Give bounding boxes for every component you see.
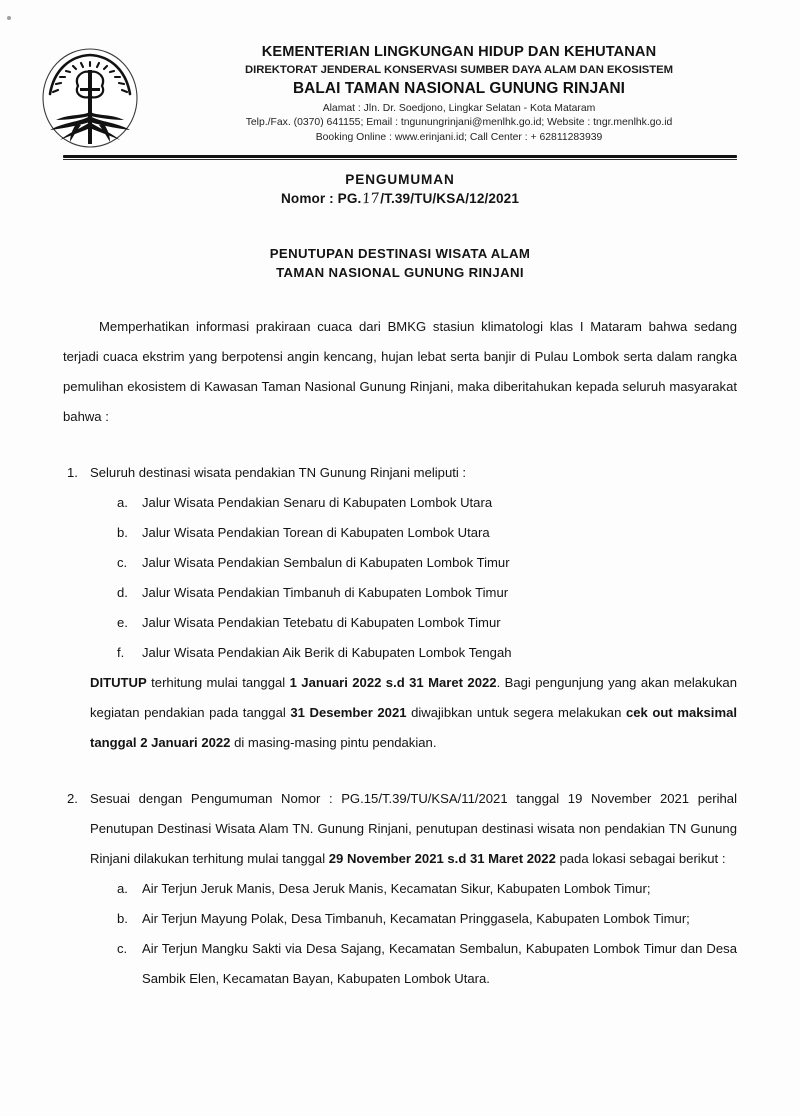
sublist-marker: c. — [117, 941, 128, 956]
closure-bold-ditutup: DITUTUP — [90, 675, 147, 690]
sublist-marker: a. — [117, 881, 128, 896]
list-item-1 — [63, 458, 737, 758]
list-item-2-sublist — [116, 874, 737, 994]
sublist-text: Air Terjun Jeruk Manis, Desa Jeruk Manis, Kecamatan Sikur, Kabupaten Lombok Timur; — [142, 881, 651, 896]
sublist-item — [116, 518, 737, 548]
telephone-email-website-line: Telp./Fax. (0370) 641155; Email : tngunungrinjani@menlhk.go.id; Website : tngr.menlhk.go.id — [245, 117, 673, 129]
sublist-text: Jalur Wisata Pendakian Tetebatu di Kabupaten Lombok Timur — [142, 615, 501, 630]
booking-callcenter-line: Booking Online : www.erinjani.id; Call Center : + 62811283939 — [315, 132, 603, 144]
list-item-2-body — [90, 784, 737, 874]
sublist-item — [116, 638, 737, 668]
list-item-1-heading: Seluruh destinasi wisata pendakian TN Gunung Rinjani meliputi : — [90, 465, 467, 480]
sublist-marker: e. — [117, 615, 128, 630]
list-gap — [63, 758, 737, 784]
sublist-marker: c. — [117, 555, 128, 570]
scan-artifact-speck — [7, 16, 11, 20]
sublist-text: Jalur Wisata Pendakian Timbanuh di Kabupaten Lombok Timur — [142, 585, 509, 600]
organization-block — [180, 44, 800, 146]
sublist-text: Jalur Wisata Pendakian Torean di Kabupaten Lombok Utara — [142, 525, 490, 540]
document-number-handwritten: 17 — [361, 190, 380, 208]
header-divider — [63, 155, 737, 161]
closure-text-1: terhitung mulai tanggal — [146, 675, 290, 690]
closure-bold-date-2: 31 Desember 2021 — [290, 705, 407, 720]
item2-text-2: pada lokasi sebagai berikut : — [555, 851, 726, 866]
klhk-banyan-tree-emblem-icon — [36, 46, 144, 150]
intro-paragraph: Memperhatikan informasi prakiraan cuaca dari BMKG stasiun klimatologi klas I Mataram bahwa sedang terjadi cuaca ekstrim yang berpotensi angin kencang, hujan lebat serta banjir di Pulau Lombok serta dalam rangka pemulihan ekosistem di Kawasan Taman Nasional Gunung Rinjani, maka diberitahukan kepada seluruh masyarakat bahwa : — [63, 319, 737, 424]
document-number-prefix: Nomor : PG. — [281, 191, 362, 206]
title-block — [0, 172, 800, 207]
sublist-marker: b. — [117, 525, 128, 540]
directorate-name: DIREKTORAT JENDERAL KONSERVASI SUMBER DAYA ALAM DAN EKOSISTEM — [245, 63, 673, 76]
address-line: Alamat : Jln. Dr. Soedjono, Lingkar Selatan - Kota Mataram — [322, 102, 596, 114]
document-number — [0, 191, 800, 207]
numbered-list — [63, 458, 737, 994]
sublist-marker: a. — [117, 495, 128, 510]
divider-thick-line — [63, 155, 737, 158]
closure-text-4: di masing-masing pintu pendakian. — [230, 735, 437, 750]
closure-bold-checkout: cek out maksimal tanggal 2 Januari 2022 — [90, 705, 738, 750]
sublist-text: Jalur Wisata Pendakian Sembalun di Kabupaten Lombok Timur — [142, 555, 510, 570]
sublist-item — [116, 608, 737, 638]
sublist-item — [116, 904, 737, 934]
sublist-item — [116, 934, 737, 994]
closure-text-2: . Bagi pengunjung yang akan melakukan kegiatan pendakian pada tanggal — [90, 675, 737, 720]
sublist-item — [116, 488, 737, 518]
ministry-name: KEMENTERIAN LINGKUNGAN HIDUP DAN KEHUTANAN — [261, 44, 657, 60]
closure-bold-period-1: 1 Januari 2022 s.d 31 Maret 2022 — [289, 675, 497, 690]
sublist-item — [116, 874, 737, 904]
item2-text-1: Sesuai dengan Pengumuman Nomor : PG.15/T.39/TU/KSA/11/2021 tanggal 19 November 2021 perihal Penutupan Destinasi Wisata Alam TN. Gunung Rinjani, penutupan destinasi wisata non pendakian TN Gunung Rinjani dilakukan terhitung mulai tanggal — [90, 791, 737, 866]
subject-line-2: TAMAN NASIONAL GUNUNG RINJANI — [276, 265, 524, 281]
sublist-text: Jalur Wisata Pendakian Senaru di Kabupaten Lombok Utara — [142, 495, 493, 510]
sublist-text: Air Terjun Mayung Polak, Desa Timbanuh, Kecamatan Pringgasela, Kabupaten Lombok Timur; — [142, 911, 690, 926]
list-item-2-marker: 2. — [67, 791, 78, 806]
list-item-1-sublist — [116, 488, 737, 668]
contact-details — [180, 102, 738, 146]
list-item-1-marker: 1. — [67, 465, 78, 480]
sublist-item — [116, 578, 737, 608]
letterhead — [0, 44, 800, 150]
logo-container — [0, 44, 180, 150]
divider-thin-line — [63, 159, 737, 160]
closure-text-3: diwajibkan untuk segera melakukan — [406, 705, 626, 720]
document-body — [63, 312, 737, 994]
item2-bold-period: 29 November 2021 s.d 31 Maret 2022 — [328, 851, 556, 866]
sublist-marker: b. — [117, 911, 128, 926]
sublist-item — [116, 548, 737, 578]
office-name: BALAI TAMAN NASIONAL GUNUNG RINJANI — [292, 80, 626, 98]
document-number-suffix: /T.39/TU/KSA/12/2021 — [380, 191, 519, 206]
sublist-marker: d. — [117, 585, 128, 600]
sublist-marker: f. — [117, 645, 125, 660]
list-item-1-closure — [90, 668, 737, 758]
sublist-text: Jalur Wisata Pendakian Aik Berik di Kabupaten Lombok Tengah — [142, 645, 512, 660]
subject-line-1: PENUTUPAN DESTINASI WISATA ALAM — [269, 246, 531, 261]
document-title: PENGUMUMAN — [345, 172, 455, 187]
sublist-text: Air Terjun Mangku Sakti via Desa Sajang, Kecamatan Sembalun, Kabupaten Lombok Timur dan Desa Sambik Elen, Kecamatan Bayan, Kabupaten Lombok Utara. — [142, 941, 737, 986]
subject-block — [0, 244, 800, 282]
list-item-2 — [63, 784, 737, 994]
